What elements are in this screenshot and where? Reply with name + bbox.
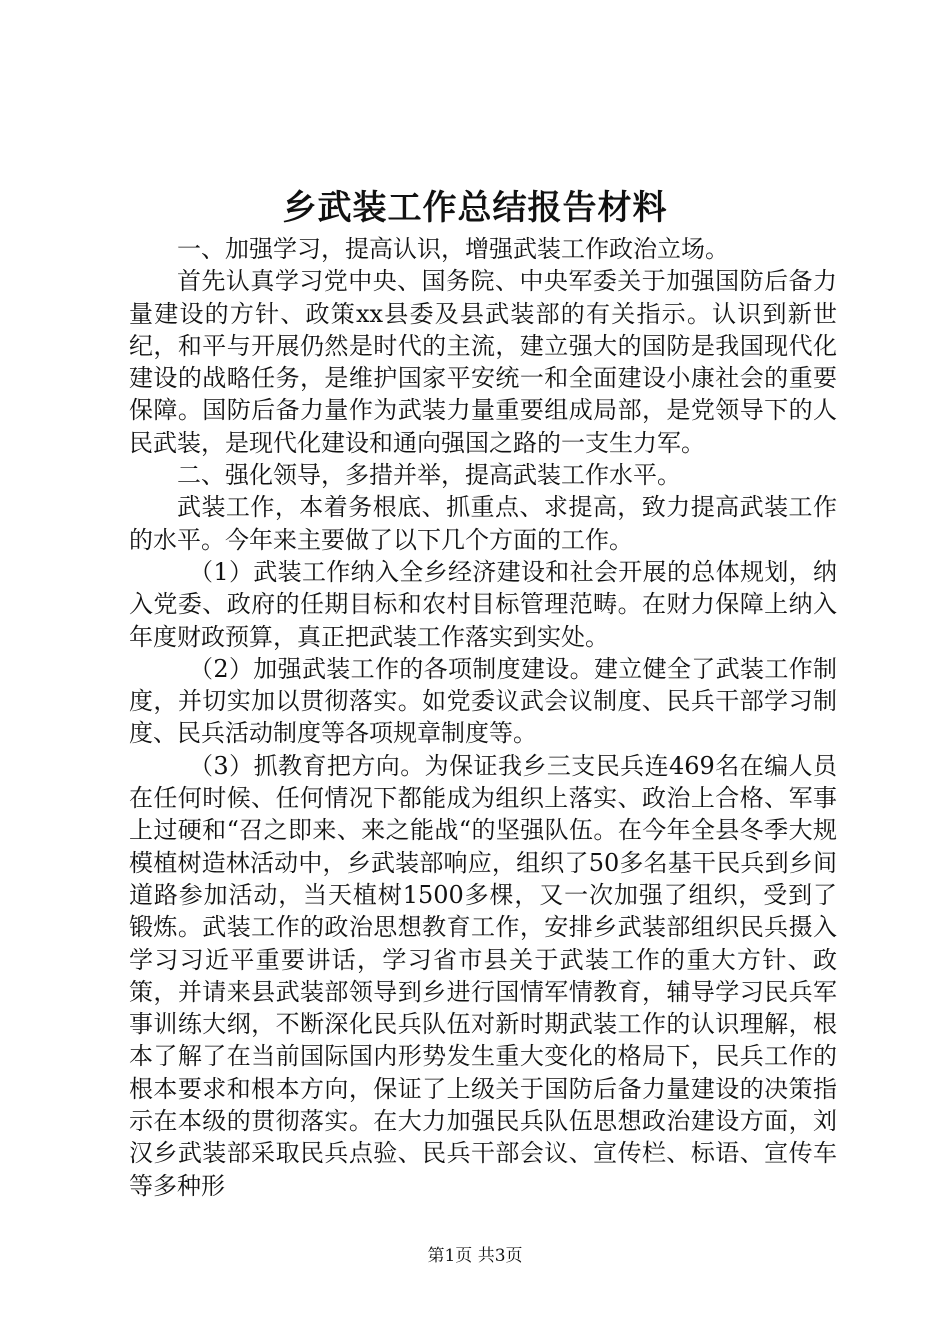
list-item-1: （1）武装工作纳入全乡经济建设和社会开展的总体规划，纳入党委、政府的任期目标和农村目标管理范畴。在财力保障上纳入年度财政预算，真正把武装工作落实到实处。: [129, 557, 837, 651]
list-item-3: （3）抓教育把方向。为保证我乡三支民兵连469名在编人员在任何时候、任何情况下都能成为组织上落实、政治上合格、军事上过硬和“召之即来、来之能战“的坚强队伍。在今年全县冬季大规模植树造林活动中，乡武装部响应，组织了50多名基干民兵到乡间道路参加活动，当天植树1500多棵，又一次加强了组织，受到了锻炼。武装工作的政治思想教育工作，安排乡武装部组织民兵摄入学习习近平重要讲话，学习省市县关于武装工作的重大方针、政策，并请来县武装部领导到乡进行国情军情教育，辅导学习民兵军事训练大纲，不断深化民兵队伍对新时期武装工作的认识理解，根本了解了在当前国际国内形势发生重大变化的格局下，民兵工作的根本要求和根本方向，保证了上级关于国防后备力量建设的决策指示在本级的贯彻落实。在大力加强民兵队伍思想政治建设方面，刘汉乡武装部采取民兵点验、民兵干部会议、宣传栏、标语、宣传车等多种形: [129, 751, 837, 1200]
document-title: 乡武装工作总结报告材料: [282, 188, 668, 228]
paragraph: 首先认真学习党中央、国务院、中央军委关于加强国防后备力量建设的方针、政策xx县委及县武装部的有关指示。认识到新世纪，和平与开展仍然是时代的主流，建立强大的国防是我国现代化建设的战略任务，是维护国家平安统一和全面建设小康社会的重要保障。国防后备力量作为武装力量重要组成局部，是党领导下的人民武装，是现代化建设和通向强国之路的一支生力军。: [129, 267, 837, 457]
section-heading-2: 二、强化领导，多措并举，提高武装工作水平。: [177, 461, 681, 490]
list-item-2: （2）加强武装工作的各项制度建设。建立健全了武装工作制度，并切实加以贯彻落实。如党委议武会议制度、民兵干部学习制度、民兵活动制度等各项规章制度等。: [129, 654, 837, 748]
page-number-footer: 第1页 共3页: [427, 1246, 523, 1266]
paragraph: 武装工作，本着务根底、抓重点、求提高，致力提高武装工作的水平。今年来主要做了以下几个方面的工作。: [129, 493, 837, 554]
section-heading-1: 一、加强学习，提高认识，增强武装工作政治立场。: [177, 235, 729, 263]
document-body: [129, 233, 837, 1202]
